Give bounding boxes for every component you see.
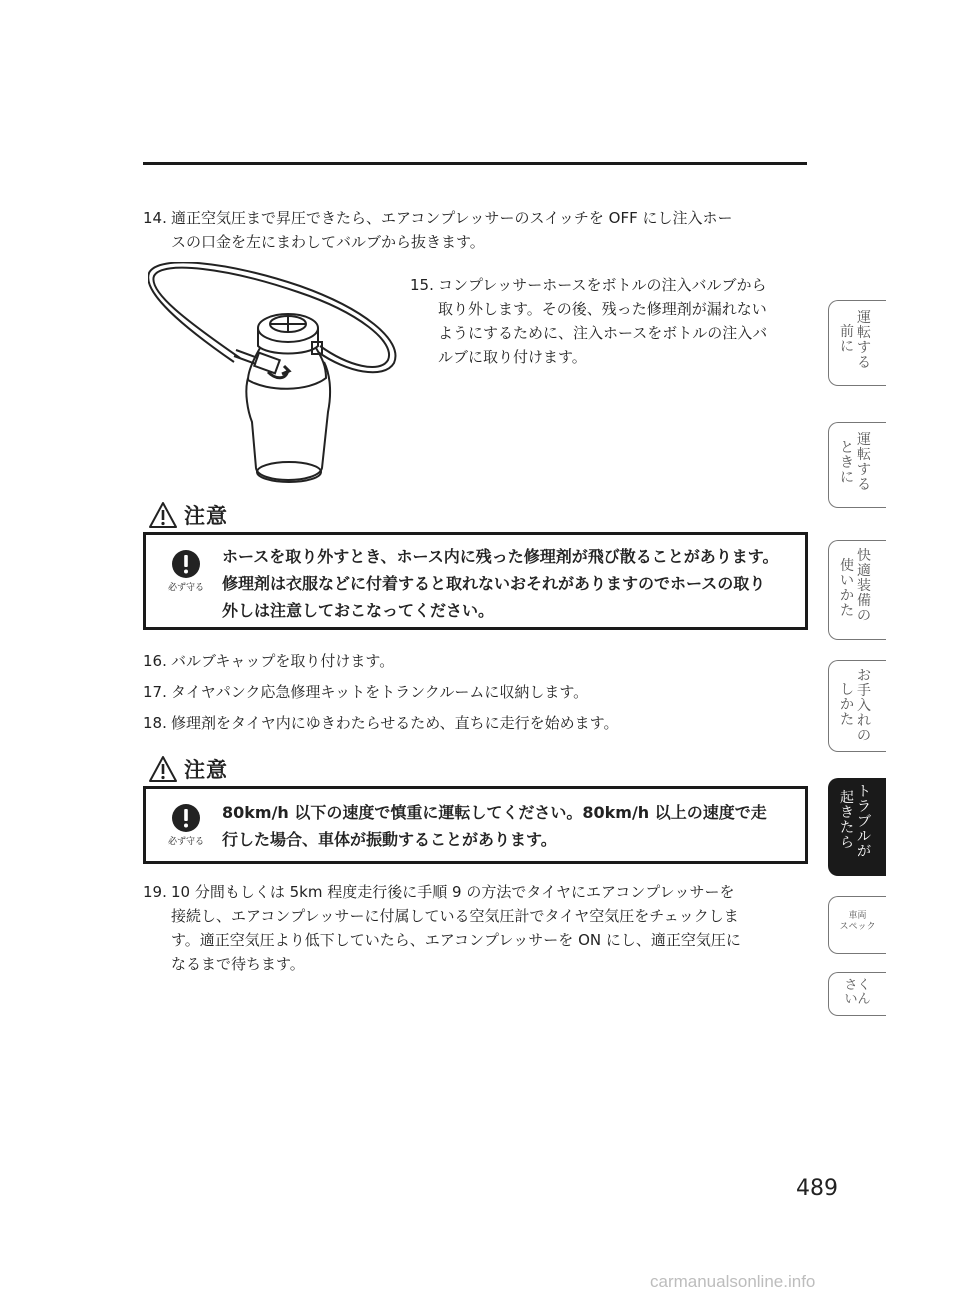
tab-char: と: [840, 440, 854, 456]
tab-char: す: [857, 340, 871, 356]
tab-char: 運: [857, 432, 871, 448]
step-text-line: ようにするために、注入ホースをボトルの注入バ: [438, 324, 768, 342]
must-follow-label: 必ず守る: [167, 583, 204, 593]
must-follow-mark: [164, 549, 208, 594]
step-text-line: バルブキャップを取り付けます。: [171, 652, 395, 670]
step-14: [143, 206, 808, 254]
tab-while-driving[interactable]: [828, 422, 886, 508]
tab-char: 入: [857, 698, 871, 714]
caution-line: 80km/h 以下の速度で慎重に運転してください。80km/h 以上の速度で走: [222, 803, 767, 822]
tab-char: れ: [857, 713, 871, 729]
exclamation-circle-icon: [171, 549, 201, 579]
tab-char: か: [840, 588, 854, 604]
caution-box: [143, 532, 808, 630]
caution-heading: [148, 500, 228, 530]
step-18: [143, 711, 808, 735]
tab-char: る: [857, 355, 871, 371]
tab-char: に: [840, 339, 854, 355]
caution-line: 行した場合、車体が振動することがあります。: [222, 830, 557, 849]
exclamation-circle-icon: [171, 803, 201, 833]
step-text-line: 10 分間もしくは 5km 程度走行後に手順 9 の方法でタイヤにエアコンプレッサーを: [171, 883, 735, 901]
step-text-line: コンプレッサーホースをボトルの注入バルブから: [438, 276, 767, 294]
tab-line: いん: [844, 992, 871, 1007]
tab-char: ル: [857, 829, 871, 845]
caution-label: 注意: [184, 758, 228, 782]
caution-line: 修理剤は衣服などに付着すると取れないおそれがありますのでホースの取り: [222, 574, 766, 593]
tab-char: が: [857, 844, 871, 860]
header-rule: [143, 162, 807, 165]
tab-char: し: [840, 682, 854, 698]
tab-char: 手: [857, 683, 871, 699]
tab-char: 起: [840, 790, 854, 806]
caution-heading: [148, 754, 228, 784]
step-text-line: 修理剤をタイヤ内にゆきわたらせるため、直ちに走行を始めます。: [171, 714, 619, 732]
step-16: [143, 649, 808, 673]
step-number: 16.: [143, 652, 167, 670]
tab-char: の: [857, 728, 871, 744]
tab-line: スペック: [839, 922, 876, 932]
tab-char: た: [840, 712, 854, 728]
tab-line: さく: [844, 978, 871, 993]
tab-char: 転: [857, 325, 871, 341]
step-text-line: ルブに取り付けます。: [438, 348, 587, 366]
tab-char: す: [857, 462, 871, 478]
step-text-line: 取り外します。その後、残った修理剤が漏れない: [438, 300, 767, 318]
step-text-line: 適正空気圧まで昇圧できたら、エアコンプレッサーのスイッチを OFF にし注入ホー: [171, 209, 733, 227]
caution-box: [143, 786, 808, 864]
caution-line: 外しは注意しておこなってください。: [222, 601, 495, 620]
tab-char: い: [840, 573, 854, 589]
tab-maintenance[interactable]: [828, 660, 886, 752]
tab-char: お: [857, 668, 871, 684]
tab-char: ラ: [857, 799, 871, 815]
tab-char: に: [840, 470, 854, 486]
step-number: 18.: [143, 714, 167, 732]
tab-before-driving[interactable]: [828, 300, 886, 386]
tab-char: 前: [840, 324, 854, 340]
caution-line: ホースを取り外すとき、ホース内に残った修理剤が飛び散ることがあります。: [222, 547, 779, 566]
step-number: 19.: [143, 883, 167, 901]
warning-triangle-icon: [148, 501, 178, 529]
step-text-line: タイヤパンク応急修理キットをトランクルームに収納します。: [171, 683, 589, 701]
must-follow-label: 必ず守る: [167, 837, 204, 847]
tab-line: 車両: [848, 911, 867, 921]
step-number: 14.: [143, 209, 167, 227]
tab-char: 装: [857, 578, 871, 594]
tab-char: き: [840, 455, 854, 471]
tab-char: 適: [857, 563, 871, 579]
step-text-line: スの口金を左にまわしてバルブから抜きます。: [171, 233, 485, 251]
step-17: [143, 680, 808, 704]
step-15: [410, 273, 808, 369]
tab-char: 使: [840, 558, 854, 574]
tab-char: か: [840, 697, 854, 713]
tab-char: た: [840, 603, 854, 619]
step-number: 15.: [410, 276, 434, 294]
page-number: 489: [796, 1176, 838, 1201]
tab-char: 運: [857, 310, 871, 326]
tab-index[interactable]: [828, 972, 886, 1016]
tab-char: る: [857, 477, 871, 493]
step-text-line: なるまで待ちます。: [171, 955, 305, 973]
caution-text: [222, 799, 795, 853]
tab-char: ブ: [857, 814, 871, 830]
warning-triangle-icon: [148, 755, 178, 783]
watermark: carmanualsonline.info: [650, 1272, 816, 1291]
tab-troubleshooting[interactable]: [828, 778, 886, 876]
tab-char: き: [840, 805, 854, 821]
tab-char: ら: [840, 835, 854, 851]
tab-char: 快: [857, 548, 871, 564]
must-follow-mark: [164, 803, 208, 848]
repair-kit-illustration: [148, 262, 400, 492]
step-19: [143, 880, 808, 976]
tab-char: た: [840, 820, 854, 836]
tab-char: 転: [857, 447, 871, 463]
tab-char: の: [857, 608, 871, 624]
tab-vehicle-specs[interactable]: [828, 896, 886, 954]
step-text-line: 接続し、エアコンプレッサーに付属している空気圧計でタイヤ空気圧をチェックしま: [171, 907, 739, 925]
caution-text: [222, 543, 795, 624]
tab-char: ト: [857, 784, 871, 800]
step-number: 17.: [143, 683, 167, 701]
tab-char: 備: [857, 593, 871, 609]
tab-comfort-equipment[interactable]: [828, 540, 886, 640]
step-text-line: す。適正空気圧より低下していたら、エアコンプレッサーを ON にし、適正空気圧に: [171, 931, 741, 949]
bottle-hose-drawing: [148, 262, 400, 492]
caution-label: 注意: [184, 504, 228, 528]
